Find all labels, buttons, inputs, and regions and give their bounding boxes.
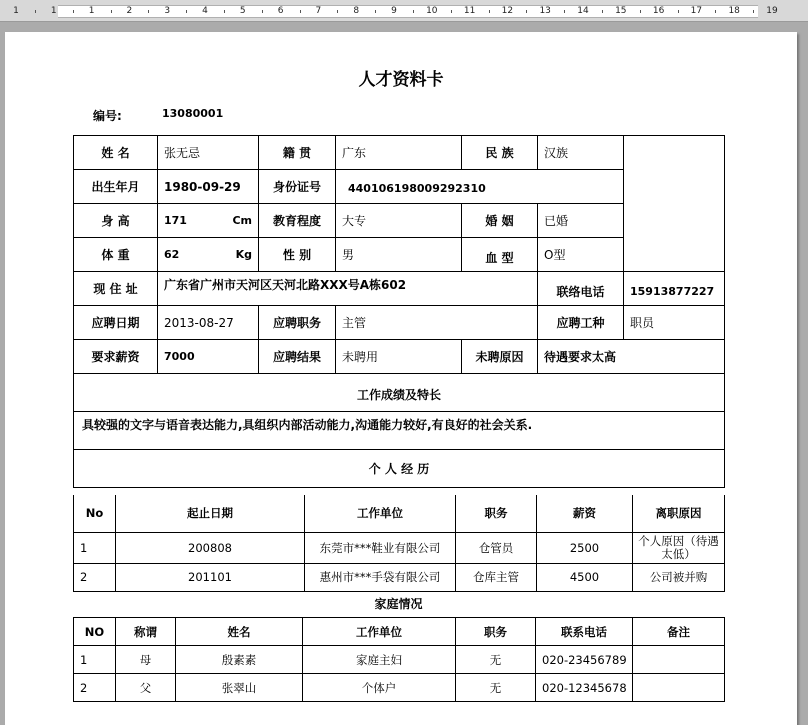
history-col-reason: 离职原因 [633, 495, 725, 532]
ruler-tick [224, 10, 225, 13]
work-history-table [73, 495, 725, 592]
phone-label: 联络电话 [538, 272, 624, 306]
history-row-no: 1 [74, 532, 116, 563]
ruler-number: 19 [766, 6, 778, 16]
ruler-number: 1 [50, 6, 57, 16]
ruler-number: 5 [239, 6, 246, 16]
ethnic-label: 民 族 [462, 136, 538, 170]
history-row-post: 仓库主管 [456, 563, 537, 591]
apply-type-label: 应聘工种 [538, 306, 624, 340]
result-label: 应聘结果 [259, 340, 336, 374]
ruler-tick [451, 10, 452, 13]
height-cell [158, 204, 259, 238]
name-value: 张无忌 [158, 136, 259, 170]
family-caption: 家庭情况 [374, 597, 423, 611]
family-row-name: 殷素素 [176, 646, 303, 674]
ruler-tick [413, 10, 414, 13]
ruler-tick [715, 10, 716, 13]
apply-date-value: 2013-08-27 [158, 306, 259, 340]
apply-post-label: 应聘职务 [259, 306, 336, 340]
ruler-number: 10 [426, 6, 438, 16]
horizontal-ruler[interactable] [0, 0, 808, 22]
weight-cell [158, 238, 259, 272]
weight-value: 62 [164, 248, 180, 261]
address-value: 广东省广州市天河区天河北路XXX号A栋602 [158, 272, 538, 306]
ruler-tick [564, 10, 565, 13]
reason-value: 待遇要求太高 [538, 340, 725, 374]
family-table [73, 617, 725, 702]
ruler-number: 6 [277, 6, 284, 16]
family-row-note [633, 674, 725, 702]
family-row-name: 张翠山 [176, 674, 303, 702]
ruler-tick [640, 10, 641, 13]
ruler-tick [602, 10, 603, 13]
family-col-phone: 联系电话 [536, 618, 633, 646]
ruler-tick [526, 10, 527, 13]
card-title: 人才资料卡 [358, 70, 444, 90]
gender-label: 性 别 [259, 238, 336, 272]
ruler-tick [753, 10, 754, 13]
history-col-no: No [74, 495, 116, 532]
history-row-date: 201101 [116, 563, 305, 591]
blood-value: O型 [538, 238, 624, 272]
family-row-post: 无 [456, 674, 536, 702]
ruler-tick [186, 10, 187, 13]
family-row-relation: 父 [116, 674, 176, 702]
height-label: 身 高 [74, 204, 158, 238]
ruler-tick [148, 10, 149, 13]
history-row-date: 200808 [116, 532, 305, 563]
family-col-no: NO [74, 618, 116, 646]
table-row [74, 646, 725, 674]
id-value: 440106198009292310 [336, 170, 624, 204]
ruler-number: 3 [164, 6, 171, 16]
ruler-tick [337, 10, 338, 13]
gender-value: 男 [336, 238, 462, 272]
history-row-post: 仓管员 [456, 532, 537, 563]
serial-value: 13080001 [162, 107, 224, 120]
salary-value: 7000 [158, 340, 259, 374]
ruler-number: 14 [577, 6, 589, 16]
name-label: 姓 名 [74, 136, 158, 170]
family-col-note: 备注 [633, 618, 725, 646]
marital-value: 已婚 [538, 204, 624, 238]
blood-label: 血 型 [462, 238, 538, 272]
table-row [74, 532, 725, 563]
family-row-post: 无 [456, 646, 536, 674]
serial-label: 编号: [93, 109, 122, 123]
ruler-number: 1 [88, 6, 95, 16]
height-value: 171 [164, 214, 187, 227]
family-row-company: 家庭主妇 [303, 646, 456, 674]
family-row-phone: 020-12345678 [536, 674, 633, 702]
origin-label: 籍 贯 [259, 136, 336, 170]
origin-value: 广东 [336, 136, 462, 170]
ruler-tick [300, 10, 301, 13]
history-row-reason: 公司被并购 [633, 563, 725, 591]
ruler-number: 2 [126, 6, 133, 16]
family-row-no: 2 [74, 674, 116, 702]
ruler-tick [678, 10, 679, 13]
family-row-company: 个体户 [303, 674, 456, 702]
marital-label: 婚 姻 [462, 204, 538, 238]
ruler-number: 12 [501, 6, 514, 16]
apply-type-value: 职员 [624, 306, 725, 340]
ruler-tick [111, 10, 112, 13]
ruler-number: 17 [690, 6, 703, 16]
birth-value: 1980-09-29 [158, 170, 259, 204]
result-value: 未聘用 [336, 340, 462, 374]
history-col-date: 起止日期 [116, 495, 305, 532]
table-row [74, 563, 725, 591]
birth-label: 出生年月 [74, 170, 158, 204]
history-col-post: 职务 [456, 495, 537, 532]
reason-label: 未聘原因 [462, 340, 538, 374]
ruler-number: 4 [202, 6, 208, 16]
edu-value: 大专 [336, 204, 462, 238]
apply-post-value: 主管 [336, 306, 538, 340]
history-row-pay: 4500 [537, 563, 633, 591]
history-col-company: 工作单位 [305, 495, 456, 532]
ruler-number: 1 [13, 6, 19, 16]
apply-date-label: 应聘日期 [74, 306, 158, 340]
document-page [5, 32, 797, 725]
edu-label: 教育程度 [259, 204, 336, 238]
weight-unit: Kg [235, 248, 252, 261]
history-header: 个 人 经 历 [74, 450, 725, 488]
ruler-tick [35, 10, 36, 13]
salary-label: 要求薪资 [74, 340, 158, 374]
ruler-number: 13 [539, 6, 551, 16]
ruler-tick [262, 10, 263, 13]
ethnic-value: 汉族 [538, 136, 624, 170]
ruler-number: 18 [728, 6, 740, 16]
family-row-relation: 母 [116, 646, 176, 674]
achievements-text: 具较强的文字与语音表达能力,具组织内部活动能力,沟通能力较好,有良好的社会关系. [74, 412, 725, 450]
ruler-number: 16 [652, 6, 665, 16]
family-row-phone: 020-23456789 [536, 646, 633, 674]
height-unit: Cm [232, 214, 252, 227]
phone-value: 15913877227 [624, 272, 725, 306]
id-label: 身份证号 [259, 170, 336, 204]
achievements-header: 工作成绩及特长 [74, 374, 725, 412]
history-row-pay: 2500 [537, 532, 633, 563]
history-row-reason: 个人原因（待遇太低） [633, 532, 725, 563]
family-col-company: 工作单位 [303, 618, 456, 646]
ruler-number: 7 [315, 6, 322, 16]
table-row [74, 674, 725, 702]
ruler-number: 9 [391, 6, 397, 16]
family-col-relation: 称谓 [116, 618, 176, 646]
basic-info-table [73, 135, 725, 488]
photo-cell [624, 136, 725, 272]
weight-label: 体 重 [74, 238, 158, 272]
ruler-tick [489, 10, 490, 13]
ruler-number: 15 [615, 6, 627, 16]
ruler-number: 11 [463, 6, 476, 16]
ruler-tick [73, 10, 74, 13]
family-col-name: 姓名 [176, 618, 303, 646]
history-col-pay: 薪资 [537, 495, 633, 532]
history-row-company: 东莞市***鞋业有限公司 [305, 532, 456, 563]
ruler-number: 8 [353, 6, 360, 16]
family-col-post: 职务 [456, 618, 536, 646]
ruler-tick [375, 10, 376, 13]
history-row-no: 2 [74, 563, 116, 591]
family-row-no: 1 [74, 646, 116, 674]
address-label: 现 住 址 [74, 272, 158, 306]
family-row-note [633, 646, 725, 674]
history-row-company: 惠州市***手袋有限公司 [305, 563, 456, 591]
